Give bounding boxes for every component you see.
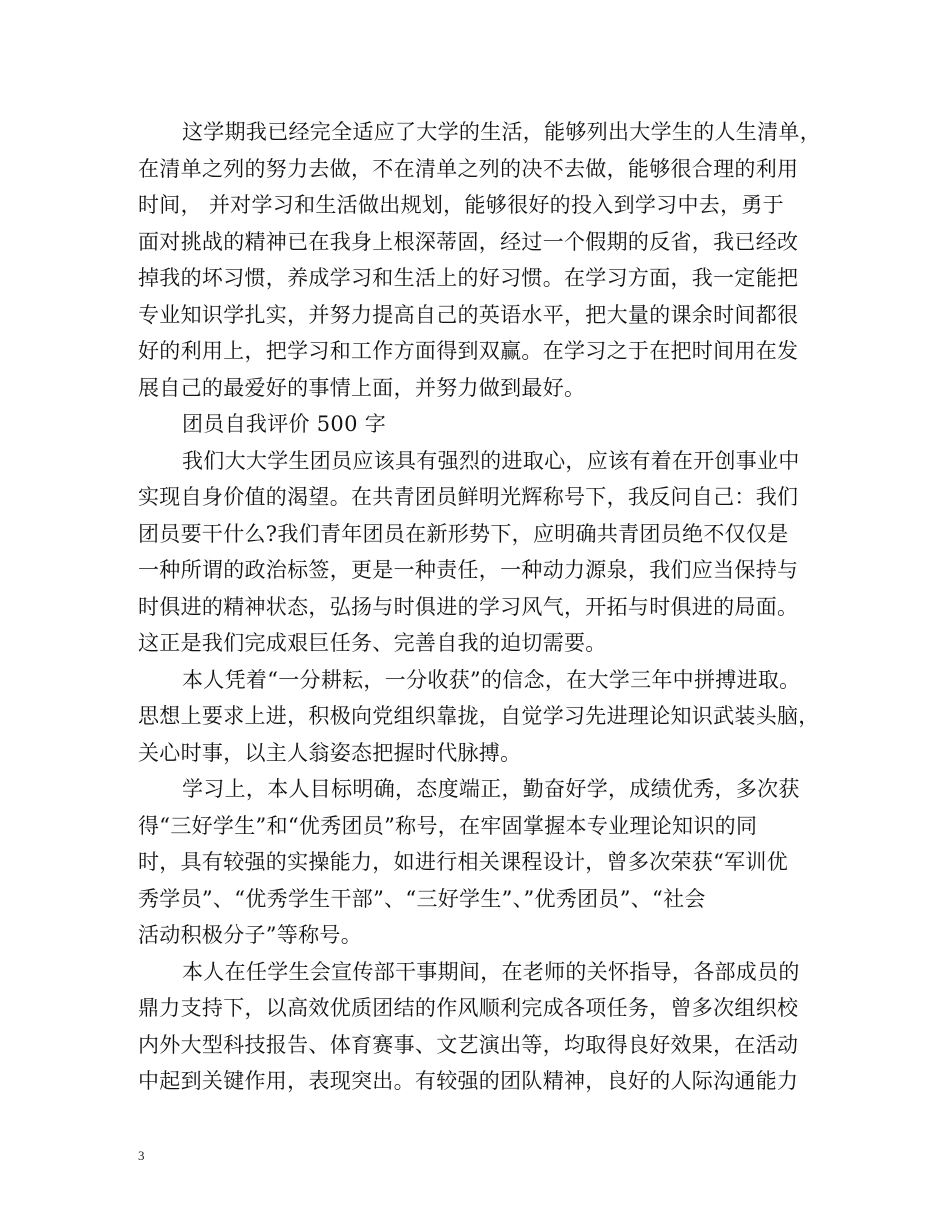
text-line: 本人在任学生会宣传部干事期间，在老师的关怀指导，各部成员的 xyxy=(182,959,800,984)
text-line: 掉我的坏习惯，养成学习和生活上的好习惯。在学习方面，我一定能把 xyxy=(138,266,799,290)
text-line: 关心时事，以主人翁姿态把握时代脉搏。 xyxy=(138,740,522,765)
text-line: 一种所谓的政治标签，更是一种责任，一种动力源泉，我们应当保持与 xyxy=(138,558,799,582)
page-number: 3 xyxy=(138,1148,145,1163)
text-line: 好的利用上，把学习和工作方面得到双赢。在学习之于在把时间用在发 xyxy=(138,339,799,363)
text-line: 思想上要求上进，积极向党组织靠拢，自觉学习先进理论知识武装头脑， xyxy=(138,704,820,728)
text-line: 在清单之列的努力去做，不在清单之列的决不去做，能够很合理的利用 xyxy=(138,156,799,181)
text-line: 鼎力支持下，以高效优质团结的作风顺利完成各项任务，曾多次组织校 xyxy=(138,996,799,1020)
text-line: 时俱进的精神状态，弘扬与时俱进的学习风气，开拓与时俱进的局面。 xyxy=(138,594,799,619)
section-heading: 团员自我评价 500 字 xyxy=(182,412,387,436)
text-line: 内外大型科技报告、体育赛事、文艺演出等，均取得良好效果，在活动 xyxy=(138,1032,799,1057)
text-line: 时间， 并对学习和生活做出规划，能够很好的投入到学习中去，勇于 xyxy=(138,193,784,217)
text-line: 这学期我已经完全适应了大学的生活，能够列出大学生的人生清单， xyxy=(182,120,821,144)
text-line: 活动积极分子”等称号。 xyxy=(138,923,363,947)
text-line: 时，具有较强的实操能力，如进行相关课程设计，曾多次荣获“军训优 xyxy=(138,850,789,874)
text-line: 我们大大学生团员应该具有强烈的进取心，应该有着在开创事业中 xyxy=(182,448,800,473)
text-line: 学习上，本人目标明确，态度端正，勤奋好学，成绩优秀，多次获 xyxy=(182,777,800,801)
document-body xyxy=(138,114,821,1100)
text-line: 秀学员”、“优秀学生干部”、“三好学生”、”优秀团员”、“社会 xyxy=(138,886,706,911)
text-line: 面对挑战的精神已在我身上根深蒂固，经过一个假期的反省，我已经改 xyxy=(138,229,799,254)
text-line: 中起到关键作用，表现突出。有较强的团队精神，良好的人际沟通能力 xyxy=(138,1069,799,1093)
text-line: 专业知识学扎实，并努力提高自己的英语水平，把大量的课余时间都很 xyxy=(138,302,799,327)
text-line: 展自己的最爱好的事情上面，并努力做到最好。 xyxy=(138,375,586,400)
text-line: 这正是我们完成艰巨任务、完善自我的迫切需要。 xyxy=(138,631,607,655)
text-line: 实现自身价值的渴望。在共青团员鲜明光辉称号下，我反问自己：我们 xyxy=(138,485,799,509)
text-line: 团员要干什么?我们青年团员在新形势下，应明确共青团员绝不仅仅是 xyxy=(138,521,789,546)
text-line: 得“三好学生”和“优秀团员”称号，在牢固掌握本专业理论知识的同 xyxy=(138,813,758,838)
text-line: 本人凭着“一分耕耘，一分收获”的信念，在大学三年中拼搏进取。 xyxy=(182,667,801,692)
